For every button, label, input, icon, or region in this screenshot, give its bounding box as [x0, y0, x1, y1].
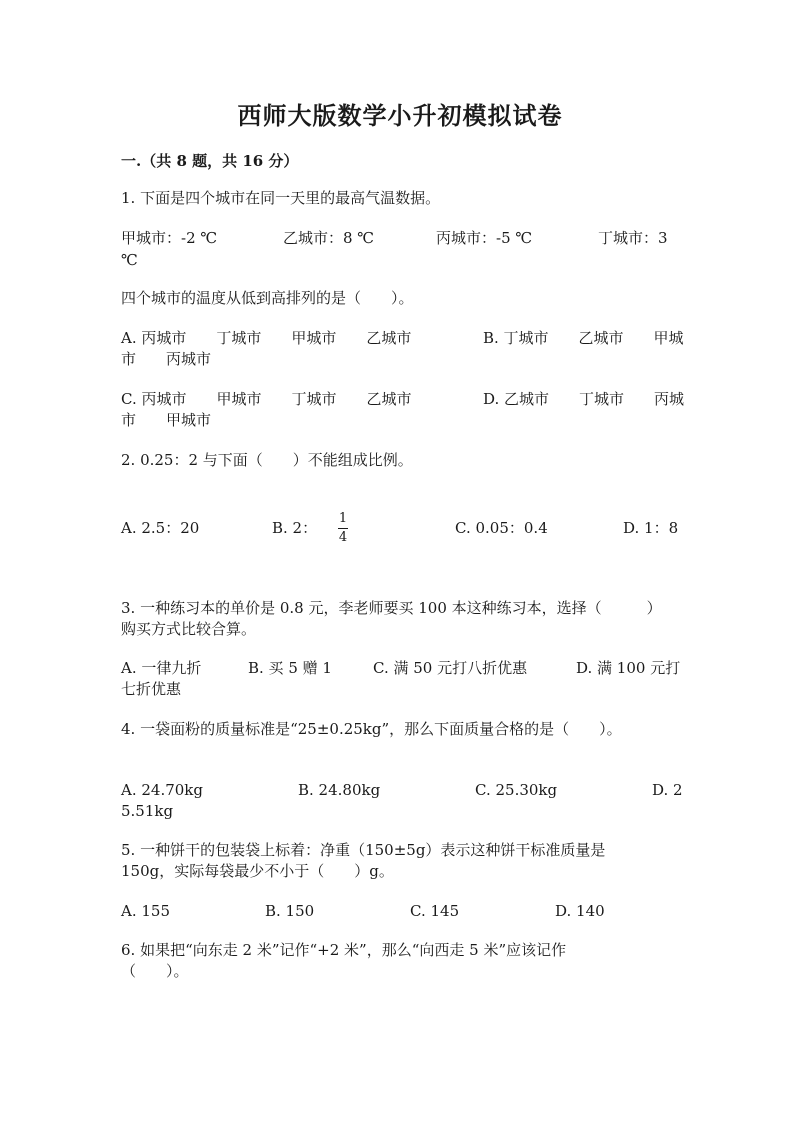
q3-option-a: A. 一律九折 [121, 659, 202, 677]
q1-city-bing: 丙城市：-5 ℃ [436, 229, 533, 247]
q5-option-d: D. 140 [555, 902, 605, 920]
q2-option-a: A. 2.5：20 [121, 519, 200, 537]
q2-option-d: D. 1：8 [623, 519, 679, 537]
q4-option-c: C. 25.30kg [475, 781, 558, 799]
q1-city-yi: 乙城市：8 ℃ [283, 229, 375, 247]
q1-city-ding: 丁城市：3 [598, 229, 668, 247]
question-5-stem-wrap: 150g，实际每袋最少不小于（ ）g。 [121, 862, 394, 880]
question-3-stem-wrap: 购买方式比较合算。 [121, 620, 257, 638]
q1-option-c: C. 丙城市 甲城市 丁城市 乙城市 [121, 390, 412, 408]
question-4-stem: 4. 一袋面粉的质量标准是“25±0.25kg”，那么下面质量合格的是（ ）。 [121, 720, 622, 738]
question-1-stem: 1. 下面是四个城市在同一天里的最高气温数据。 [121, 189, 441, 207]
question-6-stem: 6. 如果把“向东走 2 米”记作“+2 米”，那么“向西走 5 米”应该记作 [121, 941, 567, 959]
q5-option-c: C. 145 [410, 902, 460, 920]
q1-option-b-wrap: 市 丙城市 [121, 350, 212, 368]
question-6-stem-wrap: （ ）。 [121, 962, 189, 980]
q3-option-d: D. 满 100 元打 [576, 659, 681, 677]
q4-option-d-wrap: 5.51kg [121, 802, 174, 820]
q1-option-d: D. 乙城市 丁城市 丙城 [483, 390, 685, 408]
question-3-stem: 3. 一种练习本的单价是 0.8 元，李老师要买 100 本这种练习本，选择（ ） [121, 599, 662, 617]
fraction-numerator: 1 [338, 511, 348, 526]
q3-option-d-wrap: 七折优惠 [121, 680, 182, 698]
q1-city-wrap: ℃ [121, 251, 138, 269]
q5-option-b: B. 150 [265, 902, 315, 920]
page-title: 西师大版数学小升初模拟试卷 [237, 101, 563, 130]
q3-option-c: C. 满 50 元打八折优惠 [373, 659, 528, 677]
q5-option-a: A. 155 [121, 902, 170, 920]
question-1-ask: 四个城市的温度从低到高排列的是（ ）。 [121, 289, 414, 307]
q2-option-b-fraction [338, 512, 348, 545]
q4-option-a: A. 24.70kg [121, 781, 204, 799]
q3-option-b: B. 买 5 赠 1 [248, 659, 332, 677]
q4-option-b: B. 24.80kg [298, 781, 381, 799]
q2-option-b: B. 2： [272, 519, 318, 537]
q4-option-d: D. 2 [652, 781, 683, 799]
q2-option-c: C. 0.05：0.4 [455, 519, 548, 537]
q1-option-b: B. 丁城市 乙城市 甲城 [483, 329, 684, 347]
q1-option-a: A. 丙城市 丁城市 甲城市 乙城市 [121, 329, 412, 347]
fraction-denominator: 4 [338, 530, 348, 545]
question-5-stem: 5. 一种饼干的包装袋上标着：净重（150±5g）表示这种饼干标准质量是 [121, 841, 606, 859]
section-heading: 一.（共 8 题，共 16 分） [121, 152, 299, 170]
question-2-stem: 2. 0.25：2 与下面（ ）不能组成比例。 [121, 451, 413, 469]
q1-option-d-wrap: 市 甲城市 [121, 411, 212, 429]
fraction-bar [338, 528, 348, 529]
q1-city-jia: 甲城市：-2 ℃ [121, 229, 218, 247]
